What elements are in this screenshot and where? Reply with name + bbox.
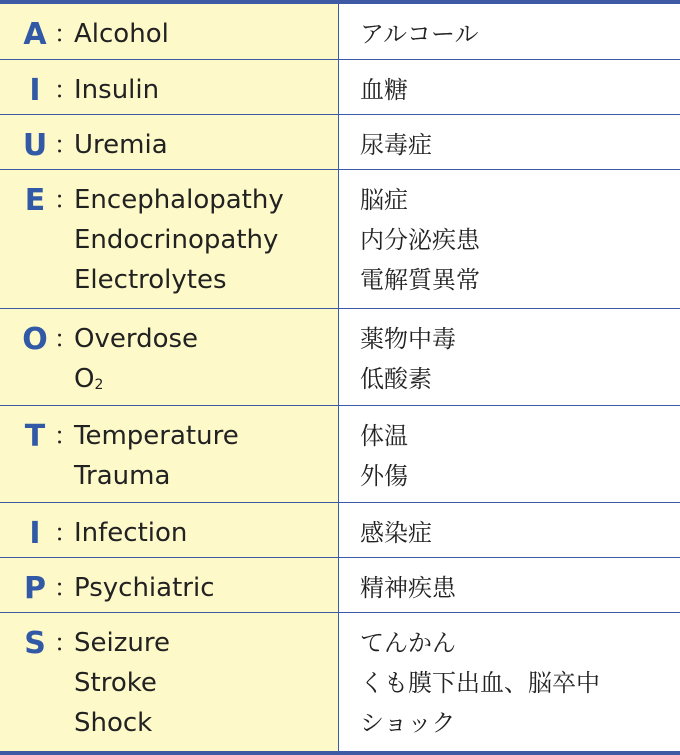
row-letter: U	[22, 128, 48, 163]
separator: ：	[54, 20, 78, 48]
meaning: 電解質異常	[360, 266, 480, 294]
term: Electrolytes	[74, 265, 227, 295]
term-cell	[0, 309, 339, 405]
meaning-cell	[339, 503, 680, 557]
meaning-cell	[339, 309, 680, 405]
row-letter: P	[24, 571, 46, 606]
meaning: 精神疾患	[360, 574, 456, 602]
row-letter: T	[24, 419, 46, 454]
row-letter: O	[22, 322, 48, 357]
term: Temperature	[74, 421, 239, 451]
term-oxygen	[74, 358, 338, 400]
meaning: てんかん	[360, 629, 456, 657]
meaning-cell	[339, 60, 680, 114]
term: Stroke	[74, 668, 157, 698]
row-letter: I	[29, 73, 41, 108]
table-row	[0, 405, 680, 502]
separator: ：	[54, 325, 78, 353]
separator: ：	[54, 574, 78, 602]
meaning: 血糖	[360, 76, 408, 104]
term-cell	[0, 60, 339, 114]
term: Infection	[74, 518, 188, 548]
meaning: 尿毒症	[360, 131, 432, 159]
meaning: 内分泌疾患	[360, 226, 480, 254]
term-cell	[0, 4, 339, 59]
meaning: 感染症	[360, 519, 432, 547]
row-letter: A	[23, 17, 47, 52]
meaning-cell	[339, 4, 680, 59]
term: Shock	[74, 708, 153, 738]
separator: ：	[54, 131, 78, 159]
row-letter: S	[24, 626, 46, 661]
meaning-cell	[339, 406, 680, 502]
term: Endocrinopathy	[74, 225, 279, 255]
table-row	[0, 502, 680, 557]
oxygen-symbol: O	[74, 364, 95, 394]
meaning: 低酸素	[360, 365, 432, 393]
separator: ：	[54, 519, 78, 547]
table-row	[0, 169, 680, 308]
meaning: 外傷	[360, 462, 408, 490]
separator: ：	[54, 186, 78, 214]
row-letter: I	[29, 516, 41, 551]
meaning-cell	[339, 170, 680, 308]
meaning: 脳症	[360, 186, 408, 214]
meaning-cell	[339, 613, 680, 751]
term-cell	[0, 558, 339, 612]
term-cell	[0, 613, 339, 751]
separator: ：	[54, 76, 78, 104]
table-row	[0, 308, 680, 405]
term: Insulin	[74, 75, 160, 105]
term: Uremia	[74, 130, 168, 160]
term-cell	[0, 406, 339, 502]
meaning-cell	[339, 558, 680, 612]
separator: ：	[54, 422, 78, 450]
meaning: 薬物中毒	[360, 325, 456, 353]
table-row	[0, 4, 680, 59]
oxygen-subscript: 2	[94, 377, 104, 393]
term: Trauma	[74, 461, 171, 491]
separator: ：	[54, 629, 78, 657]
meaning-cell	[339, 115, 680, 169]
meaning: 体温	[360, 422, 408, 450]
table-row	[0, 557, 680, 612]
term-cell	[0, 503, 339, 557]
term: Seizure	[74, 628, 170, 658]
table-row	[0, 59, 680, 114]
term: Psychiatric	[74, 573, 215, 603]
term-cell	[0, 170, 339, 308]
term-cell	[0, 115, 339, 169]
meaning: アルコール	[360, 20, 479, 48]
term: Encephalopathy	[74, 185, 284, 215]
row-letter: E	[24, 183, 46, 218]
term: Alcohol	[74, 19, 169, 49]
table-row	[0, 612, 680, 751]
term: Overdose	[74, 324, 199, 354]
meaning: くも膜下出血、脳卒中	[360, 669, 600, 697]
meaning: ショック	[360, 709, 456, 737]
table-row	[0, 114, 680, 169]
